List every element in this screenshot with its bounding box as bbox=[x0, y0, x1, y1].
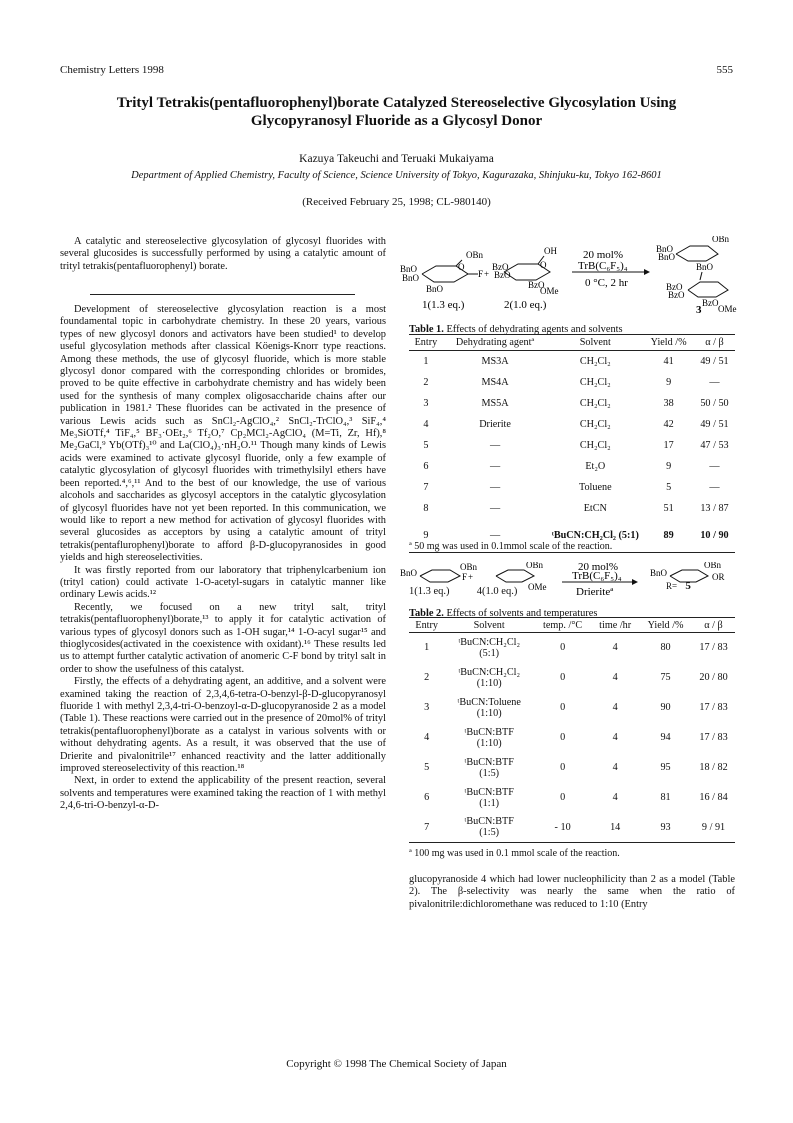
t2-cell: 5 bbox=[424, 762, 430, 773]
t1-cell: 9 bbox=[666, 376, 672, 388]
abstract bbox=[60, 236, 386, 273]
abstract-text: A catalytic and stereoselective glycosylation of glycosyl fluorides with several glucosides is successfully performed by using a catalytic amount of trityl tetrakis(pentafluorophenyl) borate. bbox=[60, 236, 386, 272]
t1-col-solvent: Solvent bbox=[579, 337, 611, 348]
t2-cell: 0 bbox=[560, 642, 566, 654]
t2-cell: 4 bbox=[612, 732, 618, 743]
t2-ratio: (1:10) bbox=[476, 737, 502, 749]
table-2-header-row bbox=[409, 618, 735, 633]
t2-cell: 17 / 83 bbox=[699, 732, 728, 743]
t1-col-ratio: α / β bbox=[705, 337, 724, 348]
t2-cell: 4 bbox=[424, 732, 430, 743]
t2-ratio: (1:5) bbox=[479, 767, 500, 779]
paragraph-4: Firstly, the effects of a dehydrating agent, an additive, and a solvent were examined taking the reaction of 2,3,4,6-tetra-O-benzyl-β-D-glucopyranosyl fluoride 1 with methyl 2,3,4-tri-O-benzoyl-α-D-glucopyranoside 2 as a model (Table 1). These reactions were carried out in the presence of 20mol% of trityl tetrakis(pentafluorophenyl)borate as a catalyst in various solvents with or without dehydrating agents. As a result, it was observed that the use of Drierite and pivalonitrile¹⁷ enhanced reactivity and the latter additionally improved stereoselectivity of this reaction.¹⁸ bbox=[60, 676, 386, 775]
table-1 bbox=[409, 334, 735, 553]
s2-donor-label: 1(1.3 eq.) bbox=[409, 586, 450, 597]
s1-donor-o: O bbox=[458, 262, 465, 272]
s1-acceptor-bzo-3: BzO bbox=[528, 280, 545, 290]
table-row bbox=[409, 456, 735, 477]
t1-cell: CH₂Cl₂ bbox=[579, 439, 611, 451]
s2-donor-obn: OBn bbox=[460, 562, 478, 572]
title-line-1: Trityl Tetrakis(pentafluorophenyl)borate Catalyzed Stereoselective Glycosylation Using bbox=[116, 95, 677, 111]
table-row bbox=[409, 813, 735, 843]
t1-cell: CH₂Cl₂ bbox=[579, 376, 611, 388]
t1-cell: Toluene bbox=[578, 481, 612, 493]
s1-product-bno-2: BnO bbox=[658, 252, 676, 262]
t1-cell: 6 bbox=[423, 460, 429, 472]
table-1-title: Effects of dehydrating agents and solvents bbox=[446, 324, 623, 335]
s1-acceptor-bzo-1: BzO bbox=[492, 262, 509, 272]
table-row bbox=[409, 753, 735, 783]
s2-plus: + bbox=[468, 572, 474, 582]
t1-cell: 8 bbox=[423, 502, 429, 514]
table-1-label: Table 1. bbox=[409, 324, 444, 335]
t2-solvent: ᵗBuCN:Toluene bbox=[457, 696, 521, 708]
t1-cell: EtCN bbox=[583, 502, 607, 514]
s2-donor-f: F bbox=[462, 572, 468, 582]
t2-ratio: (5:1) bbox=[479, 647, 500, 659]
t2-solvent: ᵗBuCN:BTF bbox=[464, 726, 514, 738]
t1-cell: 1 bbox=[423, 355, 429, 367]
t2-cell: 3 bbox=[424, 702, 430, 713]
table-row bbox=[409, 633, 735, 663]
article-title bbox=[60, 94, 733, 130]
t1-cell: — bbox=[489, 439, 501, 451]
table-row bbox=[409, 663, 735, 693]
t2-cell: 6 bbox=[424, 792, 430, 803]
t1-col-entry: Entry bbox=[414, 337, 438, 348]
s1-plus: + bbox=[484, 269, 490, 279]
t1-cell: — bbox=[489, 481, 501, 493]
t2-cell: 95 bbox=[660, 762, 671, 773]
s1-donor-f: F bbox=[478, 269, 484, 279]
t1-cell: Et₂O bbox=[585, 460, 606, 472]
s2-acceptor-ome: OMe bbox=[528, 582, 547, 592]
t2-solvent: ᵗBuCN:BTF bbox=[464, 816, 514, 828]
s1-product-bzo-3: BzO bbox=[702, 298, 719, 308]
t1-cell: 9 bbox=[423, 529, 429, 541]
t1-cell: — bbox=[489, 460, 501, 472]
s2-product-or: OR bbox=[712, 572, 725, 582]
s1-product-ome: OMe bbox=[718, 304, 737, 314]
s1-donor-bno-1: BnO bbox=[400, 264, 418, 274]
s1-acceptor-label: 2(1.0 eq.) bbox=[504, 299, 547, 311]
t1-cell: 42 bbox=[663, 418, 674, 430]
table-2 bbox=[409, 617, 735, 843]
t1-cell: 49 / 51 bbox=[700, 355, 729, 367]
t1-cell: — bbox=[709, 481, 720, 493]
t2-col-ratio: α / β bbox=[704, 619, 723, 631]
table-row bbox=[409, 498, 735, 519]
t2-solvent: ᵗBuCN:CH₂Cl₂ bbox=[458, 636, 521, 648]
t2-cell: 9 / 91 bbox=[701, 821, 726, 833]
table-row bbox=[409, 783, 735, 813]
s1-acceptor-ome: OMe bbox=[540, 286, 559, 296]
t1-cell: 51 bbox=[663, 502, 674, 514]
table-2-footnote: ª 100 mg was used in 0.1 mmol scale of the reaction. bbox=[409, 848, 620, 859]
t2-cell: 4 bbox=[612, 792, 618, 803]
t1-cell: 50 / 50 bbox=[700, 397, 729, 409]
t2-cell: 75 bbox=[660, 672, 671, 683]
t1-cell: 2 bbox=[423, 376, 429, 388]
s1-donor-obn: OBn bbox=[466, 250, 484, 260]
journal-name: Chemistry Letters 1998 bbox=[60, 64, 164, 76]
paragraph-3: Recently, we focused on a new trityl salt, trityl tetrakis(pentafluorophenyl)borate,¹³ to apply it for catalytic activation of various types of glycosyl donors such as 1-OH sugar,¹⁴ 1-O-acyl sugar¹⁵ and thioglycosides(activated in the coexistence with oxidant).¹⁶ These results led us to attempt further catalytic activation of anomeric C-F bond by trityl salt in order to show the usefulness of this catalyst. bbox=[60, 601, 386, 675]
s1-product-bno-3: BnO bbox=[696, 262, 714, 272]
s2-r-label: R= bbox=[666, 581, 678, 591]
t1-cell: 13 / 87 bbox=[700, 502, 729, 514]
body-right-column bbox=[409, 874, 735, 911]
t2-ratio: (1:10) bbox=[476, 707, 502, 719]
t2-col-time: time /hr bbox=[599, 619, 632, 631]
t2-cell: 0 bbox=[560, 762, 566, 773]
t2-cell bbox=[444, 633, 534, 663]
t2-cell: 0 bbox=[560, 732, 566, 743]
t2-cell bbox=[444, 813, 534, 843]
t1-cell: — bbox=[489, 502, 501, 514]
scheme-1 bbox=[400, 236, 740, 314]
affiliation: Department of Applied Chemistry, Faculty of Science, Science University of Tokyo, Kagurazaka, Shinjuku-ku, Tokyo 162-8601 bbox=[131, 170, 662, 181]
t1-cell: MS5A bbox=[481, 397, 509, 409]
s1-product-bzo-1: BzO bbox=[666, 282, 683, 292]
t1-cell: 47 / 53 bbox=[700, 439, 729, 451]
page-number: 555 bbox=[716, 64, 733, 76]
t2-cell: 18 / 82 bbox=[699, 762, 728, 773]
t1-cell: 5 bbox=[423, 439, 429, 451]
t2-col-solvent: Solvent bbox=[473, 619, 505, 631]
table-row bbox=[409, 351, 735, 372]
t2-ratio: (1:5) bbox=[479, 827, 500, 839]
s1-product-bno-1: BnO bbox=[656, 244, 674, 254]
t2-cell: 0 bbox=[560, 792, 566, 803]
t2-cell: 0 bbox=[560, 672, 566, 683]
t1-cell: 5 bbox=[666, 481, 672, 493]
t2-col-temp: temp. /°C bbox=[543, 619, 583, 631]
t2-solvent: ᵗBuCN:BTF bbox=[464, 756, 514, 768]
paragraph-5: Next, in order to extend the applicability of the present reaction, several solvents and temperatures were examined taking the reaction of 1 with methyl 2,4,6-tri-O-benzyl-α-D- bbox=[60, 775, 386, 812]
t2-cell: 93 bbox=[660, 821, 671, 833]
t2-cell: 14 bbox=[610, 821, 621, 833]
t2-cell: 20 / 80 bbox=[699, 672, 728, 683]
title-line-2: Glycopyranosyl Fluoride as a Glycosyl Donor bbox=[250, 113, 543, 129]
s1-catalyst: 20 mol% bbox=[583, 249, 624, 261]
s1-product-bzo-2: BzO bbox=[668, 290, 685, 300]
table-row bbox=[409, 723, 735, 753]
t2-cell bbox=[444, 663, 534, 693]
t1-col-yield: Yield /% bbox=[650, 337, 687, 348]
t1-cell: CH₂Cl₂ bbox=[579, 418, 611, 430]
received-date: (Received February 25, 1998; CL-980140) bbox=[302, 196, 491, 208]
t1-cell: MS4A bbox=[481, 376, 509, 388]
s2-catalyst: 20 mol% bbox=[578, 562, 619, 573]
t1-cell: Drierite bbox=[479, 418, 511, 430]
t1-cell: 17 bbox=[663, 439, 674, 451]
t1-cell: ᵗBuCN:CH₂Cl₂ (5:1) bbox=[551, 529, 639, 541]
s2-reagent: TrB(C₆F₅)₄ bbox=[572, 570, 622, 582]
t1-cell: 3 bbox=[423, 397, 429, 409]
t2-cell: 80 bbox=[660, 642, 671, 654]
s1-product-label: 3 bbox=[696, 304, 702, 314]
s2-acceptor-obn: OBn bbox=[526, 562, 544, 570]
t2-cell: 16 / 84 bbox=[699, 792, 728, 803]
t2-cell: 4 bbox=[612, 642, 618, 654]
table-row bbox=[409, 372, 735, 393]
t1-cell: 9 bbox=[666, 460, 672, 472]
t2-cell: 7 bbox=[424, 821, 430, 833]
table-2-title: Effects of solvents and temperatures bbox=[446, 608, 598, 619]
paragraph-2: It was firstly reported from our laboratory that triphenylcarbenium ion (trityl cation) could activate 1-O-acetyl-sugars in catalytic manner like ordinary Lewis acids.¹² bbox=[60, 564, 386, 601]
t2-cell: 4 bbox=[612, 672, 618, 683]
s1-donor-bno-3: BnO bbox=[426, 284, 444, 294]
authors: Kazuya Takeuchi and Teruaki Mukaiyama bbox=[299, 153, 494, 165]
t2-cell: 17 / 83 bbox=[699, 642, 728, 654]
t1-cell: CH₂Cl₂ bbox=[579, 397, 611, 409]
t1-cell: MS3A bbox=[481, 355, 509, 367]
table-2-label: Table 2. bbox=[409, 608, 444, 619]
t2-cell: 0 bbox=[560, 702, 566, 713]
t2-cell: 4 bbox=[612, 762, 618, 773]
s2-conditions: Drieriteª bbox=[576, 586, 614, 598]
t1-col-agent: Dehydrating agentª bbox=[455, 337, 535, 348]
t2-cell: 17 / 83 bbox=[699, 702, 728, 713]
scheme-1-drawing bbox=[400, 236, 740, 314]
s2-acceptor-label: 4(1.0 eq.) bbox=[476, 586, 518, 597]
s1-acceptor-bzo-2: BzO bbox=[494, 270, 511, 280]
paragraph-1: Development of stereoselective glycosylation reaction is a most foundamental topic in carbohydrate chemistry. In these 20 years, various types of new glycosyl donors and activators have been studied¹ to develop useful glycosylation methods after classical Köenigs-Knorr type reactions. Among these methods, the use of glycosyl fluoride, which is more stable glycosyl donor compared with the corresponding chlorides or bromides, proved to be quite effective in carbohydrate chemistry and has widely been used for the synthesis of many complex oligosaccharide chains after our publication in 1981.² These fluorides can be activated in the presence of various Lewis acids such as SnCl₂-AgClO₄,² SnCl₂-TrClO₄,³ SiF₄,⁴ Me₃SiOTf,⁴ TiF₄,⁵ BF₃·OEt₂,⁶ Tf₂O,⁷ Cp₂MCl₂-AgClO₄ (M=Ti, Zr, Hf),⁸ Me₂GaCl,⁹ Yb(OTf)₃¹⁰ and La(ClO₄)₃·nH₂O.¹¹ Though many kinds of Lewis acids were examined to activate glycosyl fluoride, only a few example of catalytic glycosylation of glycosyl fluorides with trimethylsilyl ethers have been reported.⁴,⁶,¹¹ And to the best of our knowledge, the use of various alcohols and saccharides as glycosyl acceptors in the catalytic glycosylation of glycosyl fluorides have not yet been reported. In this communication, we would like to report a new method for activation of glycosyl fluorides with several glucosides as acceptors by using a catalytic amount of trityl tetrakis(pentaflurophenyl)borate to afford β-D-glucopyranosides in good yields and high stereoselectivities. bbox=[60, 304, 386, 564]
t1-cell: 7 bbox=[423, 481, 429, 493]
table-row bbox=[409, 393, 735, 414]
t1-cell: 89 bbox=[663, 529, 674, 541]
t2-cell: 1 bbox=[424, 642, 430, 654]
t2-cell: 94 bbox=[660, 732, 671, 743]
abstract-divider bbox=[90, 294, 355, 295]
t2-cell bbox=[444, 783, 534, 813]
t1-cell: — bbox=[709, 376, 720, 388]
t2-cell bbox=[444, 723, 534, 753]
t2-solvent: ᵗBuCN:CH₂Cl₂ bbox=[458, 666, 521, 678]
t2-cell: 4 bbox=[612, 702, 618, 713]
body-left-column bbox=[60, 304, 386, 813]
t1-cell: 41 bbox=[663, 355, 674, 367]
s2-donor-bno: BnO bbox=[400, 568, 418, 578]
t1-cell: 4 bbox=[423, 418, 429, 430]
table-row bbox=[409, 435, 735, 456]
table-row bbox=[409, 414, 735, 435]
paragraph-right-1: glucopyranoside 4 which had lower nucleophilicity than 2 as a model (Table 2). The β-selectivity was nearly the same when the ratio of pivalonitrile:dichloromethane was reduced to 1:10 (Entry bbox=[409, 874, 735, 910]
s1-donor-label: 1(1.3 eq.) bbox=[422, 299, 465, 311]
table-row bbox=[409, 693, 735, 723]
scheme-2-labels bbox=[409, 586, 517, 597]
t1-cell: CH₂Cl₂ bbox=[579, 355, 611, 367]
t2-ratio: (1:1) bbox=[479, 797, 500, 809]
s2-product-obn: OBn bbox=[704, 562, 722, 570]
t2-cell: - 10 bbox=[554, 821, 571, 833]
s2-r-group bbox=[666, 580, 691, 592]
s1-product-obn: OBn bbox=[712, 236, 730, 244]
table-row bbox=[409, 477, 735, 498]
s1-reagent: TrB(C₆F₅)₄ bbox=[578, 260, 628, 272]
table-1-header-row bbox=[409, 335, 735, 351]
table-1-footnote: ª 50 mg was used in 0.1mmol scale of the reaction. bbox=[409, 541, 613, 552]
s2-product-label: 5 bbox=[685, 580, 691, 592]
s1-acceptor-o: O bbox=[540, 260, 547, 270]
t1-cell: — bbox=[489, 529, 501, 541]
t2-col-entry: Entry bbox=[415, 619, 438, 631]
t1-cell: 38 bbox=[663, 397, 674, 409]
t2-cell: 2 bbox=[424, 672, 430, 683]
s1-conditions: 0 °C, 2 hr bbox=[585, 277, 628, 289]
t1-cell: 10 / 90 bbox=[700, 529, 729, 541]
t2-cell bbox=[444, 753, 534, 783]
t2-cell bbox=[444, 693, 534, 723]
t2-col-yield: Yield /% bbox=[647, 619, 684, 631]
t1-cell: — bbox=[709, 460, 720, 472]
s1-acceptor-oh: OH bbox=[544, 246, 557, 256]
copyright-footer: Copyright © 1998 The Chemical Society of Japan bbox=[286, 1058, 507, 1070]
t2-cell: 90 bbox=[660, 702, 671, 713]
t2-cell: 81 bbox=[660, 792, 671, 803]
s2-product-bno: BnO bbox=[650, 568, 668, 578]
t2-solvent: ᵗBuCN:BTF bbox=[464, 786, 514, 798]
s1-donor-bno-2: BnO bbox=[402, 273, 420, 283]
t2-ratio: (1:10) bbox=[476, 677, 502, 689]
t1-cell: 49 / 51 bbox=[700, 418, 729, 430]
